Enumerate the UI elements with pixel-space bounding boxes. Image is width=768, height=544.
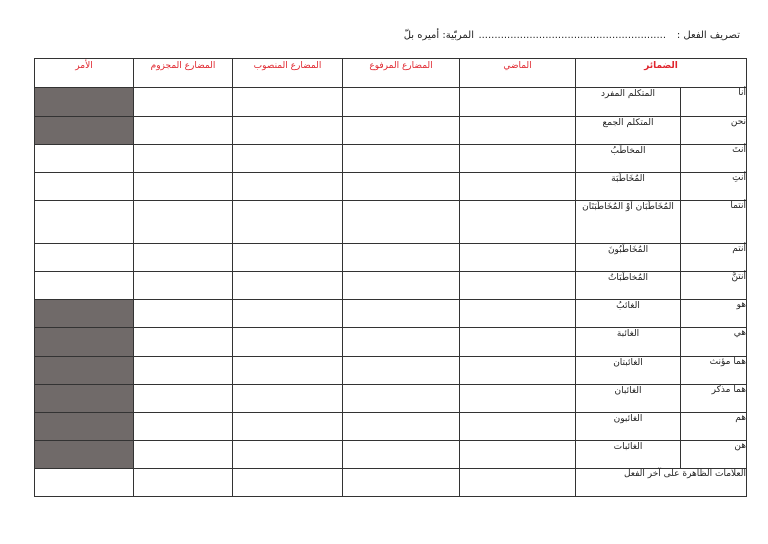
pronoun-description-cell: المُخاطَبَاتُ (576, 272, 681, 300)
pronoun-cell: هما مذكر (681, 385, 747, 413)
table-row (35, 441, 747, 469)
past-cell[interactable] (460, 413, 576, 441)
pronoun-cell: أنا (681, 88, 747, 117)
present-majzum-cell[interactable] (134, 88, 233, 117)
endings-note: العلامات الظاهرة على آخر الفعل (576, 469, 747, 497)
imperative-cell[interactable] (35, 244, 134, 272)
col-past: الماضي (460, 59, 576, 88)
pronoun-description-cell: المتكلم الجمع (576, 117, 681, 145)
imperative-cell-shaded (35, 385, 134, 413)
present-marfu-cell[interactable] (343, 272, 460, 300)
pronoun-cell: هو (681, 300, 747, 328)
present-majzum-cell[interactable] (134, 272, 233, 300)
imperative-cell[interactable] (35, 272, 134, 300)
table-row (35, 244, 747, 272)
imperative-cell[interactable] (35, 201, 134, 244)
table-row (35, 117, 747, 145)
table-row (35, 300, 747, 328)
present-mansub-cell[interactable] (233, 173, 343, 201)
present-marfu-cell[interactable] (343, 385, 460, 413)
present-mansub-cell[interactable] (233, 272, 343, 300)
present-majzum-cell[interactable] (134, 173, 233, 201)
present-majzum-cell[interactable] (134, 145, 233, 173)
teacher-name: المربّية: أميره بلّ (403, 30, 474, 41)
pronoun-cell: نحن (681, 117, 747, 145)
pronoun-cell: أنتِ (681, 173, 747, 201)
present-mansub-cell[interactable] (233, 145, 343, 173)
present-mansub-cell[interactable] (233, 88, 343, 117)
present-majzum-cell[interactable] (134, 300, 233, 328)
past-cell[interactable] (460, 385, 576, 413)
imperative-cell-shaded (35, 88, 134, 117)
table-header-row (35, 59, 747, 88)
past-cell[interactable] (460, 117, 576, 145)
pronoun-cell: هي (681, 328, 747, 357)
imperative-cell-shaded (35, 117, 134, 145)
present-mansub-cell[interactable] (233, 117, 343, 145)
pronoun-description-cell: الغائبان (576, 385, 681, 413)
pronoun-description-cell: الغائبتان (576, 357, 681, 385)
present-marfu-ending-cell[interactable] (343, 469, 460, 497)
col-present-marfu: المضارع المرفوع (343, 59, 460, 88)
worksheet-header (380, 30, 740, 48)
present-marfu-cell[interactable] (343, 145, 460, 173)
present-majzum-cell[interactable] (134, 385, 233, 413)
present-majzum-ending-cell[interactable] (134, 469, 233, 497)
pronoun-cell: أنتَ (681, 145, 747, 173)
imperative-ending-cell[interactable] (35, 469, 134, 497)
present-majzum-cell[interactable] (134, 357, 233, 385)
past-cell[interactable] (460, 173, 576, 201)
present-marfu-cell[interactable] (343, 88, 460, 117)
pronoun-description-cell: المُخَاطَبَان أوْ المُخَاطَبَتَان (576, 201, 681, 244)
past-cell[interactable] (460, 244, 576, 272)
past-cell[interactable] (460, 145, 576, 173)
present-majzum-cell[interactable] (134, 117, 233, 145)
pronoun-description-cell: الغائبات (576, 441, 681, 469)
present-majzum-cell[interactable] (134, 413, 233, 441)
table-row (35, 201, 747, 244)
imperative-cell-shaded (35, 300, 134, 328)
present-mansub-cell[interactable] (233, 413, 343, 441)
imperative-cell[interactable] (35, 173, 134, 201)
table-footer-row (35, 469, 747, 497)
past-cell[interactable] (460, 357, 576, 385)
table-row (35, 385, 747, 413)
pronoun-cell: أنتنَّ (681, 272, 747, 300)
present-marfu-cell[interactable] (343, 117, 460, 145)
pronoun-cell: أنتما (681, 201, 747, 244)
pronoun-description-cell: الغائبُ (576, 300, 681, 328)
table-row (35, 272, 747, 300)
imperative-cell[interactable] (35, 145, 134, 173)
imperative-cell-shaded (35, 413, 134, 441)
present-majzum-cell[interactable] (134, 201, 233, 244)
col-present-majzum: المضارع المجزوم (134, 59, 233, 88)
conjugation-table (34, 58, 747, 497)
present-marfu-cell[interactable] (343, 173, 460, 201)
pronoun-description-cell: المخاطَبُ (576, 145, 681, 173)
past-cell[interactable] (460, 272, 576, 300)
present-marfu-cell[interactable] (343, 244, 460, 272)
pronoun-description-cell: المُخَاطَبَة (576, 173, 681, 201)
table-row (35, 413, 747, 441)
col-imperative: الأمر (35, 59, 134, 88)
present-majzum-cell[interactable] (134, 328, 233, 357)
present-mansub-cell[interactable] (233, 441, 343, 469)
pronoun-description-cell: الغائبة (576, 328, 681, 357)
past-ending-cell[interactable] (460, 469, 576, 497)
present-mansub-cell[interactable] (233, 300, 343, 328)
pronoun-cell: أنتم (681, 244, 747, 272)
present-marfu-cell[interactable] (343, 328, 460, 357)
present-mansub-cell[interactable] (233, 357, 343, 385)
table-row (35, 173, 747, 201)
past-cell[interactable] (460, 201, 576, 244)
past-cell[interactable] (460, 300, 576, 328)
pronoun-description-cell: الغائبون (576, 413, 681, 441)
table-row (35, 357, 747, 385)
table-row (35, 328, 747, 357)
present-majzum-cell[interactable] (134, 244, 233, 272)
imperative-cell-shaded (35, 441, 134, 469)
pronoun-cell: هما مؤنث (681, 357, 747, 385)
pronoun-cell: هم (681, 413, 747, 441)
pronoun-description-cell: المُخَاطَبُونَ (576, 244, 681, 272)
present-marfu-cell[interactable] (343, 201, 460, 244)
imperative-cell-shaded (35, 357, 134, 385)
past-cell[interactable] (460, 328, 576, 357)
verb-label: تصريف الفعل : (676, 30, 740, 41)
present-mansub-cell[interactable] (233, 328, 343, 357)
col-pronouns: الضمائر (576, 59, 747, 88)
pronoun-description-cell: المتكلم المفرد (576, 88, 681, 117)
present-mansub-ending-cell[interactable] (233, 469, 343, 497)
present-marfu-cell[interactable] (343, 300, 460, 328)
col-present-mansub: المضارع المنصوب (233, 59, 343, 88)
table-row (35, 88, 747, 117)
past-cell[interactable] (460, 441, 576, 469)
past-cell[interactable] (460, 88, 576, 117)
present-mansub-cell[interactable] (233, 201, 343, 244)
table-row (35, 145, 747, 173)
present-marfu-cell[interactable] (343, 413, 460, 441)
pronoun-cell: هن (681, 441, 747, 469)
present-marfu-cell[interactable] (343, 357, 460, 385)
present-mansub-cell[interactable] (233, 244, 343, 272)
present-mansub-cell[interactable] (233, 385, 343, 413)
present-majzum-cell[interactable] (134, 441, 233, 469)
imperative-cell-shaded (35, 328, 134, 357)
verb-blank-line[interactable]: ........................................................... (478, 30, 666, 41)
present-marfu-cell[interactable] (343, 441, 460, 469)
